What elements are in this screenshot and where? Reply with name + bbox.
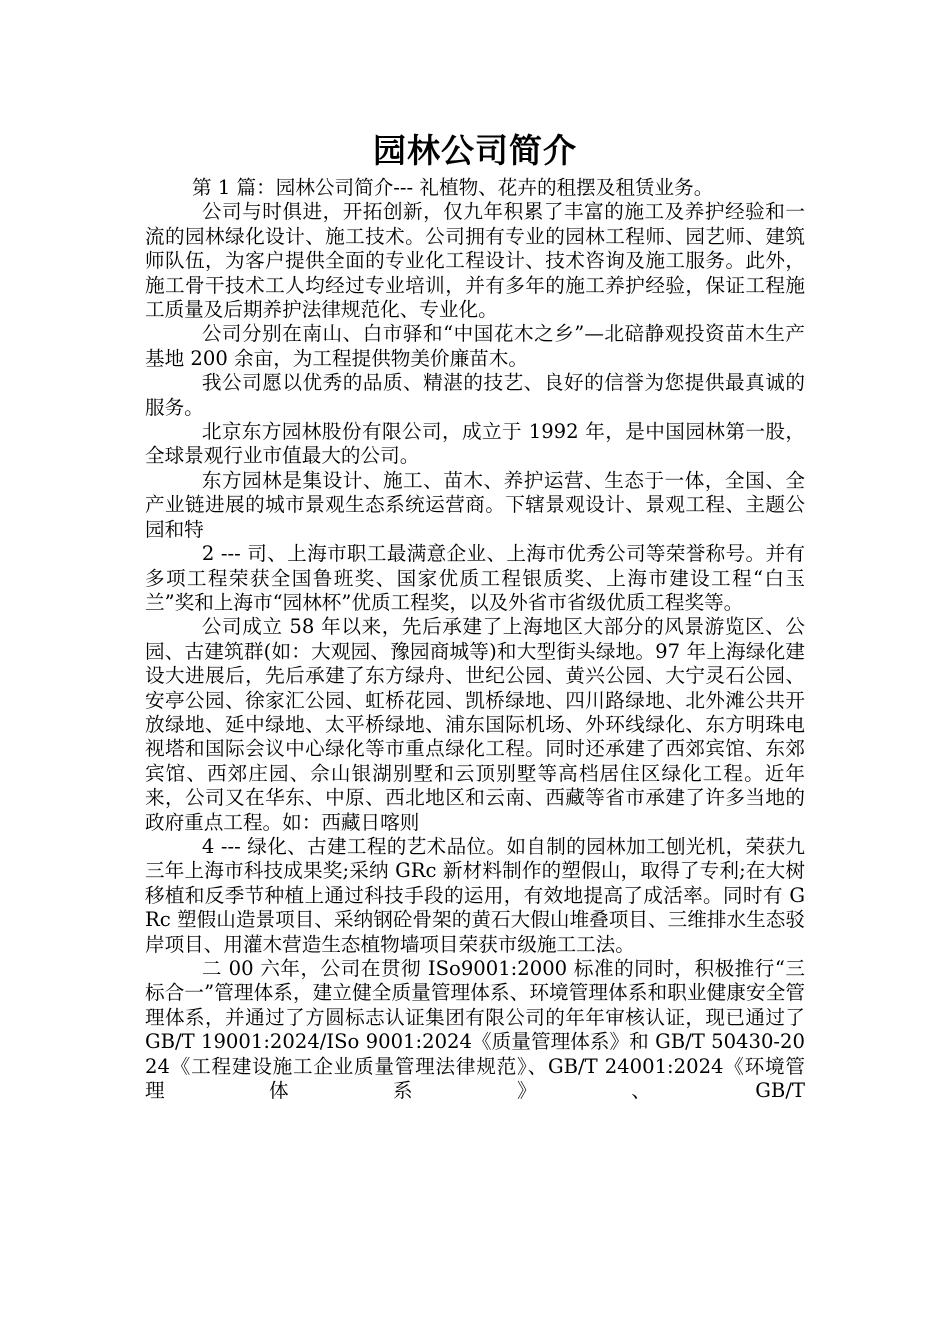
document-page [145,128,805,1103]
paragraph-2: 公司与时俱进，开拓创新，仅九年积累了丰富的施工及养护经验和一流的园林绿化设计、施工技术。公司拥有专业的园林工程师、园艺师、建筑师队伍，为客户提供全面的专业化工程设计、技术咨询及施工服务。此外，施工骨干技术工人均经过专业培训，并有多年的施工养护经验，保证工程施工质量及后期养护法律规范化、专业化。 [145,200,805,322]
paragraph-10: 二 00 六年，公司在贯彻 ISo9001:2000 标准的同时，积极推行“三标合一”管理体系，建立健全质量管理体系、环境管理体系和职业健康安全管理体系，并通过了方圆标志认证集团有限公司的年年审核认证，现已通过了 GB/T 19001:2024/ISo 9001:2024《质量管理体系》和 GB/T 50430-2024《工程建设施工企业质量管理法律规范》、GB/T 24001:2024《环境管理体系》、GB/T [145,957,805,1103]
paragraph-9: 4 --- 绿化、古建工程的艺术品位。如自制的园林加工刨光机，荣获九三年上海市科技成果奖;采纳 GRc 新材料制作的塑假山，取得了专利;在大树移植和反季节种植上通过科技手段的运用，有效地提高了成活率。同时有 GRc 塑假山造景项目、采纳钢砼骨架的黄石大假山堆叠项目、三维排水生态驳岸项目、用灌木营造生态植物墙项目荣获市级施工工法。 [145,834,805,956]
paragraph-1: 第 1 篇：园林公司简介--- 礼植物、花卉的租摆及租赁业务。 [192,176,714,199]
paragraph-8: 公司成立 58 年以来，先后承建了上海地区大部分的风景游览区、公园、古建筑群(如：大观园、豫园商城等)和大型街头绿地。97 年上海绿化建设大进展后，先后承建了东方绿舟、世纪公园、黄兴公园、大宁灵石公园、安亭公园、徐家汇公园、虹桥花园、凯桥绿地、四川路绿地、北外滩公共开放绿地、延中绿地、太平桥绿地、浦东国际机场、外环线绿化、东方明珠电视塔和国际会议中心绿化等市重点绿化工程。同时还承建了西郊宾馆、东郊宾馆、西郊庄园、佘山银湖别墅和云顶别墅等高档居住区绿化工程。近年来，公司又在华东、中原、西北地区和云南、西藏等省市承建了许多当地的政府重点工程。如：西藏日喀则 [145,615,805,834]
paragraph-5: 北京东方园林股份有限公司，成立于 1992 年，是中国园林第一股，全球景观行业市值最大的公司。 [145,420,805,468]
paragraph-4: 我公司愿以优秀的品质、精湛的技艺、良好的信誉为您提供最真诚的服务。 [145,371,805,419]
document-title: 园林公司简介 [373,131,577,170]
paragraph-6: 东方园林是集设计、施工、苗木、养护运营、生态于一体，全国、全产业链进展的城市景观生态系统运营商。下辖景观设计、景观工程、主题公园和特 [145,468,805,541]
paragraph-7: 2 --- 司、上海市职工最满意企业、上海市优秀公司等荣誉称号。并有多项工程荣获全国鲁班奖、国家优质工程银质奖、上海市建设工程“白玉兰”奖和上海市“园林杯”优质工程奖，以及外省市省级优质工程奖等。 [145,542,805,614]
paragraph-3: 公司分别在南山、白市驿和“中国花木之乡”—北碚静观投资苗木生产基地 200 余亩，为工程提供物美价廉苗木。 [145,322,805,370]
